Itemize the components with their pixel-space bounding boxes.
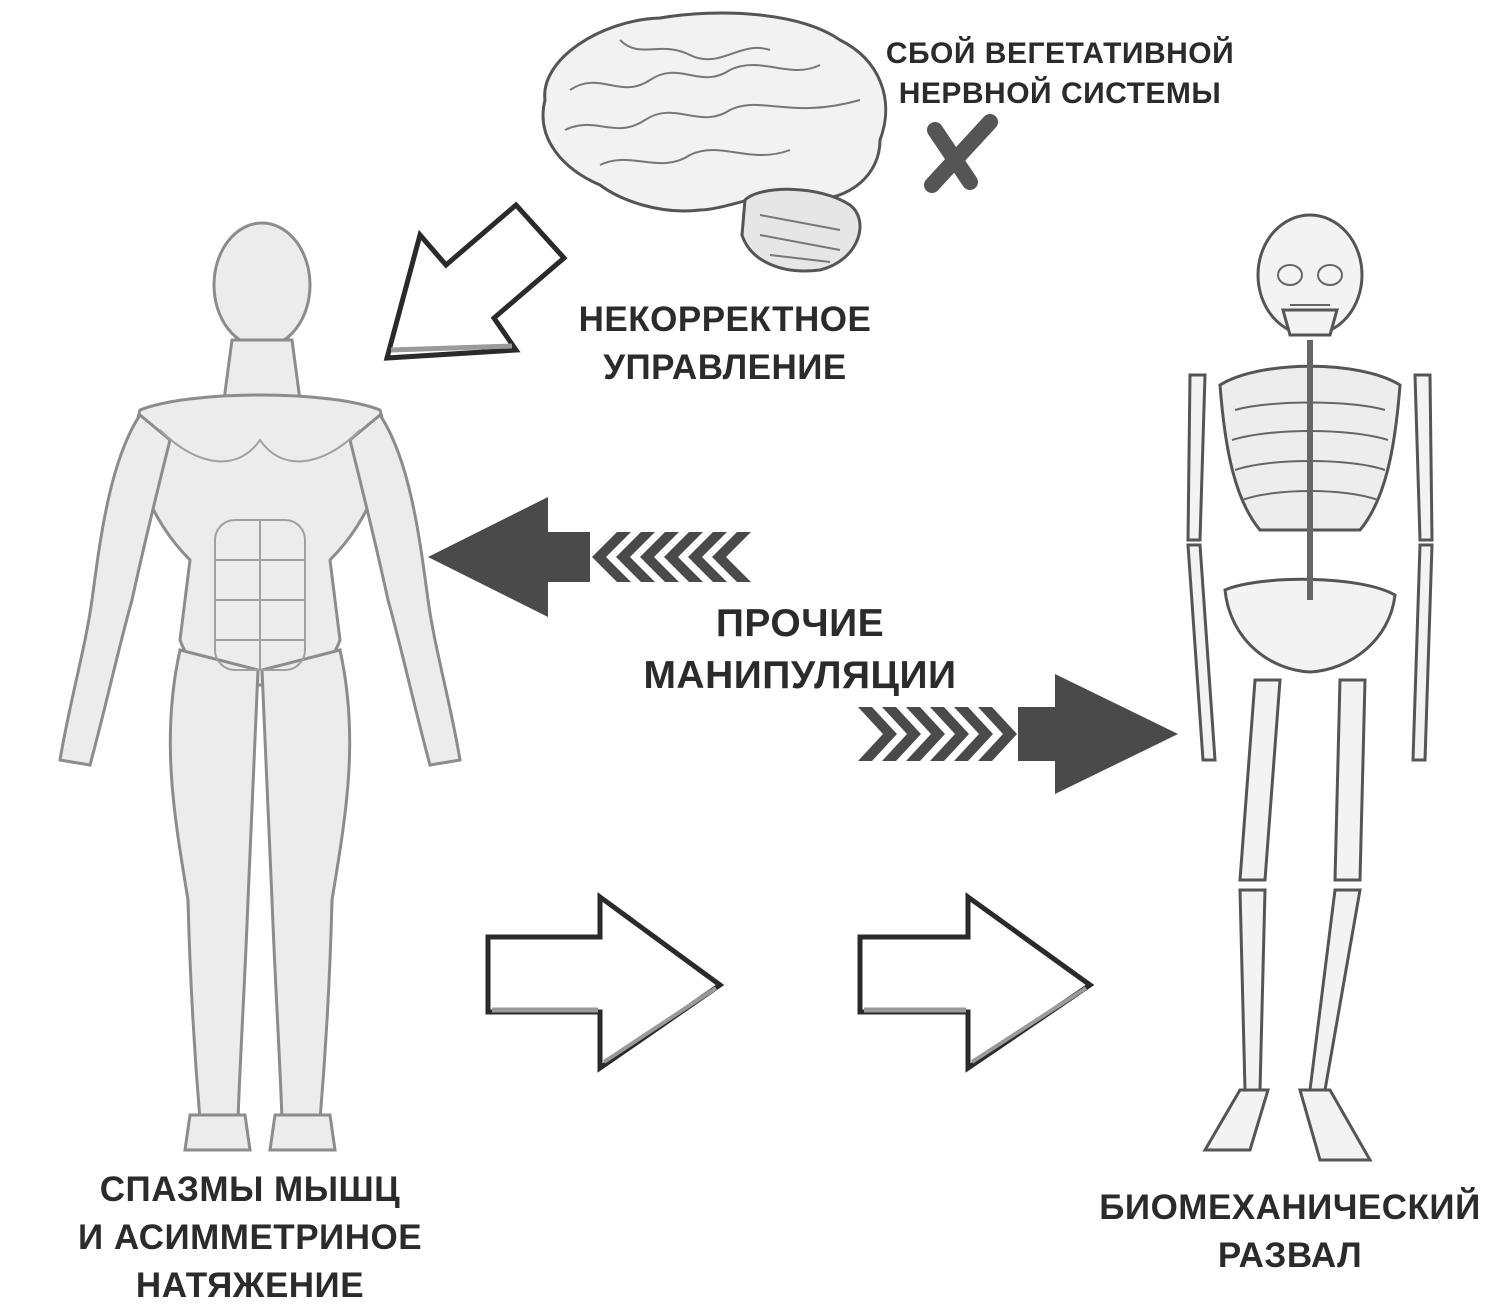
biomechanical-collapse-line-1: БИОМЕХАНИЧЕСКИЙ <box>1099 1188 1481 1227</box>
biomechanical-collapse-line-2: РАЗВАЛ <box>1217 1236 1363 1275</box>
autonomic-failure-line-1: СБОЙ ВЕГЕТАТИВНОЙ <box>885 37 1235 70</box>
muscle-spasms-line-1: СПАЗМЫ МЫШЦ <box>99 1170 401 1209</box>
incorrect-control-line-2: УПРАВЛЕНИЕ <box>603 348 847 387</box>
muscle-spasms-line-2: И АСИММЕТРИНОЕ <box>77 1218 423 1257</box>
autonomic-failure-line-2: НЕРВНОЙ СИСТЕМЫ <box>898 77 1222 110</box>
muscle-spasms-line-3: НАТЯЖЕНИЕ <box>135 1266 365 1305</box>
other-manipulations-label <box>620 598 980 702</box>
muscle-spasms-label <box>60 1166 440 1310</box>
other-manipulations-line-2: МАНИПУЛЯЦИИ <box>643 654 957 697</box>
autonomic-failure-label <box>880 34 1240 114</box>
incorrect-control-label <box>560 296 890 392</box>
incorrect-control-line-1: НЕКОРРЕКТНОЕ <box>578 300 872 339</box>
biomechanical-collapse-label <box>1085 1184 1495 1280</box>
other-manipulations-line-1: ПРОЧИЕ <box>715 602 885 645</box>
